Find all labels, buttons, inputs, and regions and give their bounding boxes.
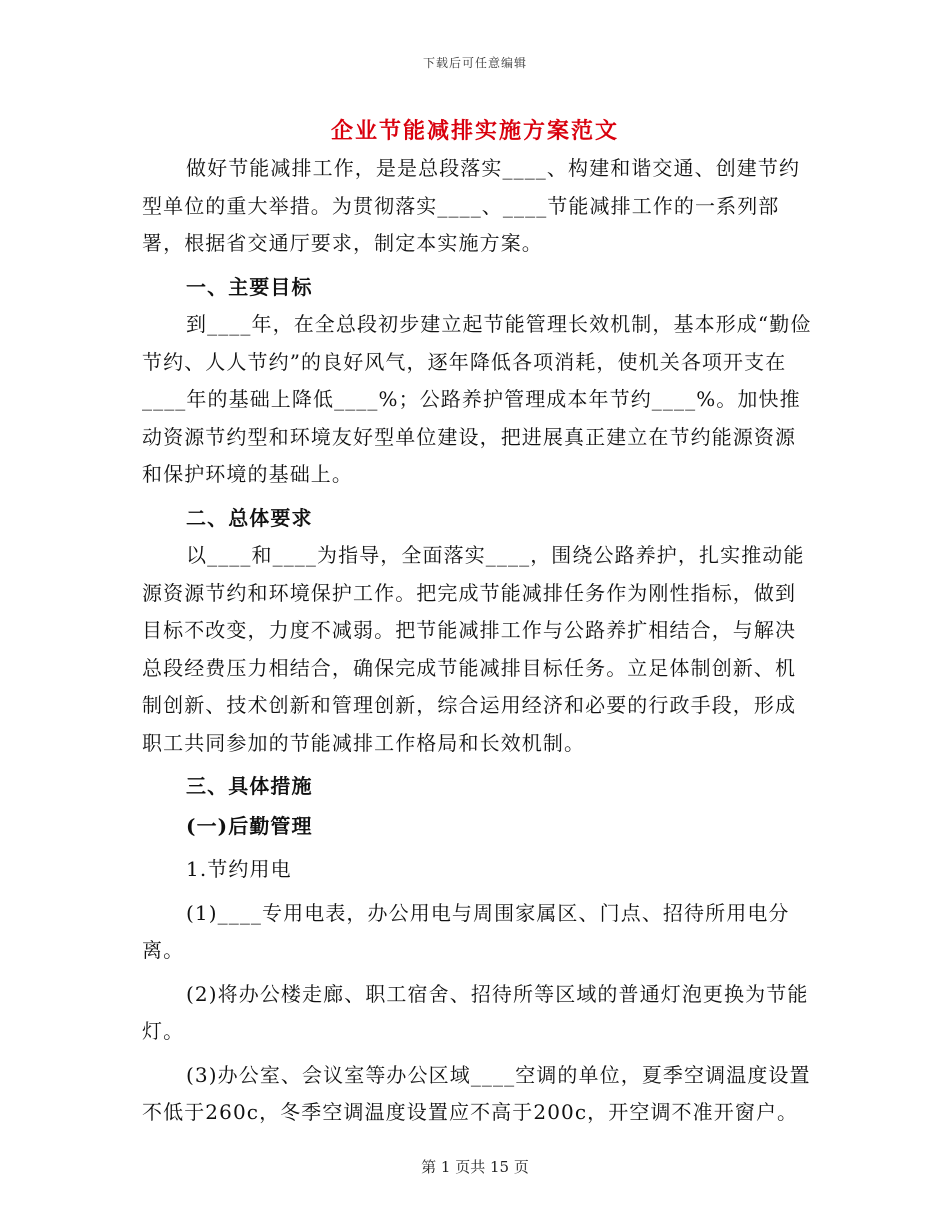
list-item-electricity-1: (1)____专用电表，办公用电与周围家属区、门点、招待所用电分离。 — [142, 900, 790, 962]
section-heading-goals: 一、主要目标 — [186, 274, 313, 299]
requirements-paragraph: 以____和____为指导，全面落实____，围绕公路养护，扎实推动能源资源节约和环境保护工作。把完成节能减排任务作为刚性指标，做到目标不改变，力度不减弱。把节能减排工作与公路养扩相结合，与解决总段经费压力相结合，确保完成节能减排目标任务。立足体制创新、机制创新、技术创新和管理创新，综合运用经济和必要的行政手段，形成职工共同参加的节能减排工作格局和长效机制。 — [142, 543, 805, 755]
page-footer: 第 1 页共 15 页 — [421, 1158, 529, 1176]
goals-paragraph: 到____年，在全总段初步建立起节能管理长效机制，基本形成“勤俭节约、人人节约”的良好风气，逐年降低各项消耗，使机关各项开支在____年的基础上降低____%；公路养护管理成本年节约____%。加快推动资源节约型和环境友好型单位建设，把进展真正建立在节约能源资源和保护环境的基础上。 — [142, 312, 812, 486]
document-body — [142, 150, 812, 1132]
subsection-heading-logistics: (一)后勤管理 — [186, 813, 313, 838]
list-item-electricity-3: (3)办公室、会议室等办公区域____空调的单位，夏季空调温度设置不低于260c，冬季空调温度设置应不高于200c，开空调不准开窗户。 — [142, 1062, 811, 1124]
list-item-electricity-2: (2)将办公楼走廊、职工宿舍、招待所等区域的普通灯泡更换为节能灯。 — [142, 981, 809, 1043]
intro-paragraph: 做好节能减排工作，是是总段落实____、构建和谐交通、创建节约型单位的重大举措。为贯彻落实____、____节能减排工作的一系列部署，根据省交通厅要求，制定本实施方案。 — [142, 156, 801, 255]
document-title: 企业节能减排实施方案范文 — [330, 118, 619, 144]
section-heading-requirements: 二、总体要求 — [186, 505, 313, 530]
header-note: 下载后可任意编辑 — [422, 56, 527, 70]
list-item-save-electricity: 1.节约用电 — [186, 857, 292, 881]
section-heading-measures: 三、具体措施 — [186, 774, 313, 798]
